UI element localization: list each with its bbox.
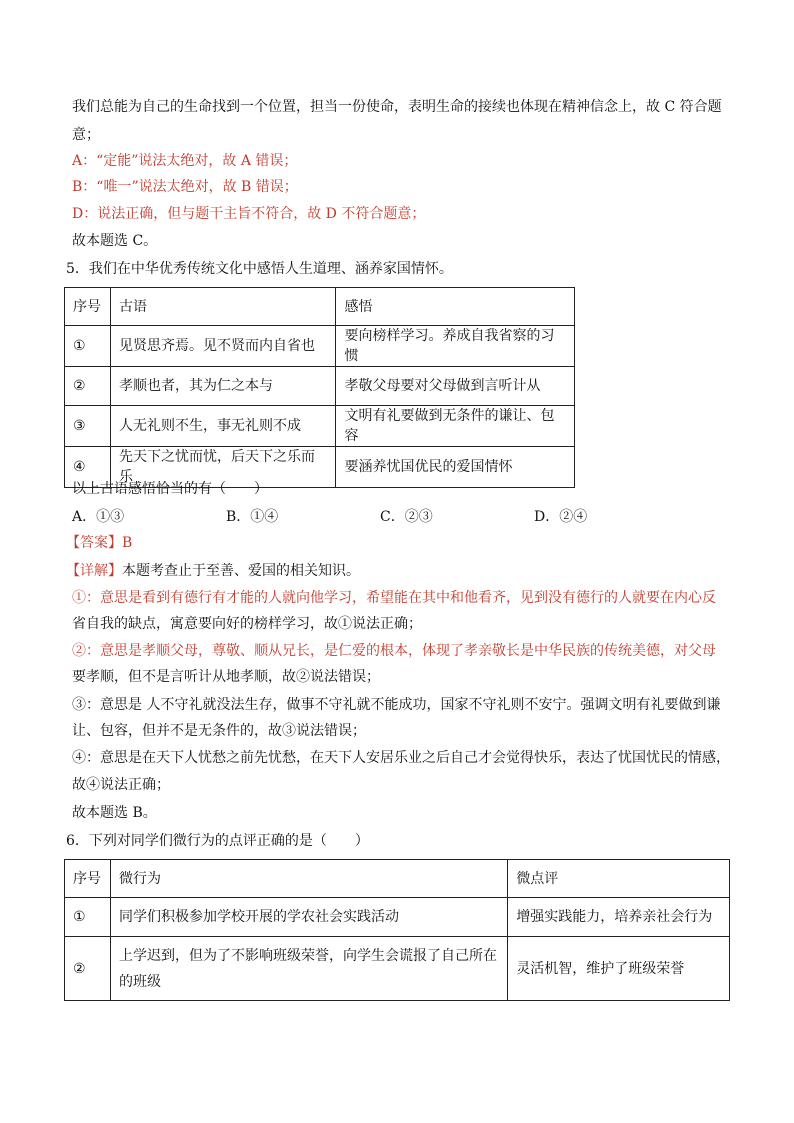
table-cell-insight: 要涵养忧国优民的爱国情怀: [336, 447, 575, 488]
table-cell-number: ②: [65, 937, 111, 1001]
option-a: A．①③: [72, 509, 125, 525]
table-cell-quote: 见贤思齐焉。见不贤而内自省也: [110, 326, 336, 367]
table-cell-quote: 人无礼则不生，事无礼则不成: [110, 406, 336, 447]
table-cell-behavior: 同学们积极参加学校开展的学农社会实践活动: [110, 898, 507, 937]
question-5-table: [64, 287, 575, 488]
table-cell-comment: 增强实践能力，培养亲社会行为: [508, 898, 730, 937]
table-cell-quote: 先天下之忧而忧，后天下之乐而乐: [110, 447, 336, 488]
table-cell-comment: 灵活机智，维护了班级荣誉: [508, 937, 730, 1001]
explanation-2a: ②：意思是孝顺父母，尊敬、顺从兄长，是仁爱的根本，体现了孝亲敬长是中华民族的传统美德，对父母: [72, 643, 716, 659]
table-header-cell: 古语: [110, 288, 336, 326]
question-5-prompt: 以上古语感悟恰当的有（ ）: [72, 481, 268, 497]
table-cell-insight: 孝敬父母要对父母做到言听计从: [336, 367, 575, 406]
explanation-1a: ①：意思是看到有德行有才能的人就向他学习，希望能在其中和他看齐，见到没有德行的人就要在内心反: [72, 590, 716, 606]
table-cell-number: ②: [65, 367, 111, 406]
table-cell-insight: 要向榜样学习。养成自我省察的习惯: [336, 326, 575, 367]
table-cell-insight: 文明有礼要做到无条件的谦让、包容: [336, 406, 575, 447]
explanation-3b: 让、包容，但并不是无条件的，故③说法错误；: [72, 723, 366, 739]
answer-value: B: [122, 535, 133, 551]
explanation-3a: ③：意思是 人不守礼就没法生存，做事不守礼就不能成功，国家不守礼则不安宁。强调文明有礼要做到谦: [72, 697, 721, 713]
table-header-row: [65, 288, 575, 326]
intro-conclusion: 故本题选 C。: [72, 233, 158, 249]
answer-line: [66, 533, 132, 553]
detail-text: 本题考查止于至善、爱国的相关知识。: [122, 563, 360, 579]
explanation-2b: 要孝顺，但不是言听计从地孝顺，故②说法错误；: [72, 669, 380, 685]
option-c: C．②③: [380, 509, 433, 525]
table-row: [65, 367, 575, 406]
table-row: [65, 406, 575, 447]
option-d: D．②④: [534, 509, 588, 525]
explanation-4b: 故④说法正确；: [72, 777, 170, 793]
table-cell-number: ③: [65, 406, 111, 447]
table-cell-number: ①: [65, 326, 111, 367]
table-row: [65, 326, 575, 367]
option-b: B．①④: [226, 509, 279, 525]
table-row: [65, 937, 730, 1001]
intro-option-b: B：“唯一”说法太绝对，故 B 错误；: [72, 179, 298, 195]
intro-line-2: 意；: [72, 127, 100, 143]
table-cell-number: ④: [65, 447, 111, 488]
table-header-cell: 微点评: [508, 860, 730, 898]
intro-option-a: A：“定能”说法太绝对，故 A 错误；: [72, 153, 298, 169]
answer-tag: 【答案】: [66, 535, 122, 551]
table-header-row: [65, 860, 730, 898]
table-header-cell: 序号: [65, 860, 111, 898]
table-cell-quote: 孝顺也者，其为仁之本与: [110, 367, 336, 406]
question-5-conclusion: 故本题选 B。: [72, 805, 157, 821]
table-header-cell: 序号: [65, 288, 111, 326]
question-6-table: [64, 859, 730, 1001]
intro-line-1: 我们总能为自己的生命找到一个位置，担当一份使命，表明生命的接续也体现在精神信念上，故 C 符合题: [72, 99, 722, 115]
explanation-4a: ④：意思是在天下人忧愁之前先忧愁，在天下人安居乐业之后自己才会觉得快乐，表达了忧国忧民的情感，: [72, 750, 730, 766]
detail-line: [66, 561, 360, 581]
table-header-cell: 微行为: [110, 860, 507, 898]
explanation-1b: 省自我的缺点，寓意要向好的榜样学习，故①说法正确；: [72, 616, 422, 632]
detail-tag: 【详解】: [66, 563, 122, 579]
table-header-cell: 感悟: [336, 288, 575, 326]
table-row: [65, 898, 730, 937]
intro-option-d: D：说法正确，但与题干主旨不符合，故 D 不符合题意；: [72, 206, 426, 222]
question-6-stem: 6．下列对同学们微行为的点评正确的是（ ）: [66, 833, 369, 849]
question-5-stem: 5．我们在中华优秀传统文化中感悟人生道理、涵养家国情怀。: [66, 261, 453, 277]
table-cell-number: ①: [65, 898, 111, 937]
table-cell-behavior: 上学迟到，但为了不影响班级荣誉，向学生会谎报了自己所在的班级: [110, 937, 507, 1001]
